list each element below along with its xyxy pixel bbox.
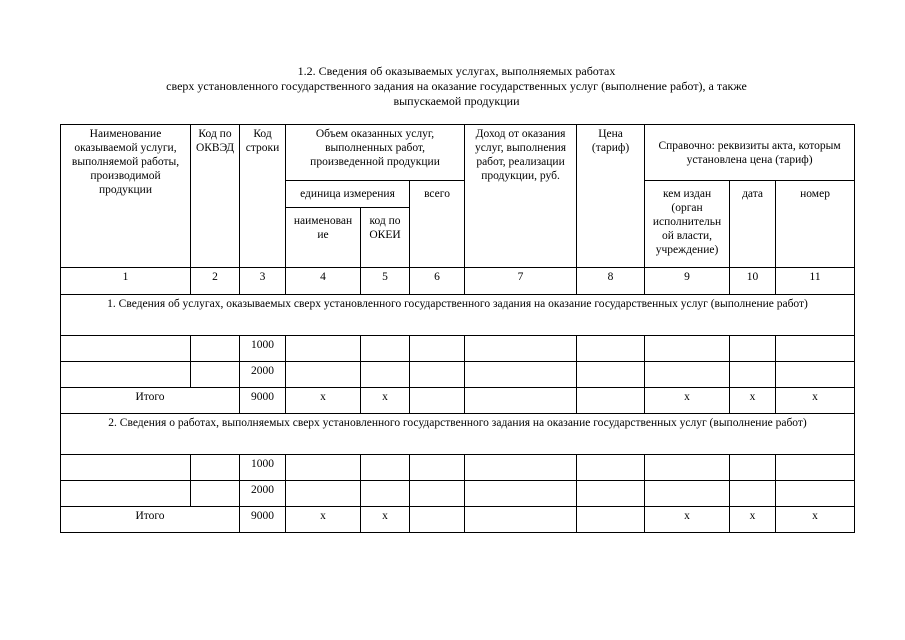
header-number: номер (776, 181, 855, 268)
cell-row-code: 1000 (240, 455, 286, 481)
title-line-1: 1.2. Сведения об оказываемых услугах, выполняемых работах (297, 64, 616, 78)
cell-income[interactable] (465, 455, 577, 481)
col-number: 5 (361, 268, 410, 295)
cell-x-mark: х (645, 388, 730, 414)
cell-total[interactable] (410, 455, 465, 481)
cell-date[interactable] (730, 336, 776, 362)
cell-price[interactable] (577, 507, 645, 533)
cell-x-mark: х (730, 388, 776, 414)
header-row-code: Код строки (240, 125, 286, 268)
cell-number[interactable] (776, 336, 855, 362)
cell-date[interactable] (730, 362, 776, 388)
section-2-title: 2. Сведения о работах, выполняемых сверх установленного государственного задания на оказание государственных услуг (выполнение работ) (61, 414, 855, 455)
cell-name[interactable] (61, 336, 191, 362)
header-row-1 (61, 125, 855, 181)
cell-unit-name[interactable] (286, 336, 361, 362)
cell-x-mark: х (361, 388, 410, 414)
cell-income[interactable] (465, 362, 577, 388)
cell-row-code: 2000 (240, 481, 286, 507)
cell-issued-by[interactable] (645, 362, 730, 388)
cell-okved[interactable] (191, 362, 240, 388)
cell-number[interactable] (776, 455, 855, 481)
table-row (61, 336, 855, 362)
cell-price[interactable] (577, 388, 645, 414)
cell-row-code: 9000 (240, 507, 286, 533)
cell-x-mark: х (286, 388, 361, 414)
cell-x-mark: х (776, 388, 855, 414)
col-number: 4 (286, 268, 361, 295)
cell-unit-name[interactable] (286, 481, 361, 507)
cell-x-mark: х (730, 507, 776, 533)
cell-unit-code[interactable] (361, 336, 410, 362)
cell-total[interactable] (410, 388, 465, 414)
header-unit-group: единица измерения (286, 181, 410, 208)
services-table (60, 124, 855, 533)
cell-price[interactable] (577, 362, 645, 388)
cell-unit-code[interactable] (361, 455, 410, 481)
col-number: 7 (465, 268, 577, 295)
section-1-title: 1. Сведения об услугах, оказываемых сверх установленного государственного задания на оказание государственных услуг (выполнение работ) (61, 295, 855, 336)
cell-date[interactable] (730, 481, 776, 507)
cell-income[interactable] (465, 507, 577, 533)
header-unit-name: наименован ие (286, 208, 361, 268)
cell-x-mark: х (286, 507, 361, 533)
header-income: Доход от оказания услуг, выполнения работ, реализации продукции, руб. (465, 125, 577, 268)
cell-okved[interactable] (191, 481, 240, 507)
cell-name[interactable] (61, 362, 191, 388)
section-2-header-row (61, 414, 855, 455)
total-label: Итого (61, 388, 240, 414)
cell-name[interactable] (61, 481, 191, 507)
cell-x-mark: х (361, 507, 410, 533)
cell-unit-code[interactable] (361, 481, 410, 507)
cell-x-mark: х (645, 507, 730, 533)
cell-unit-code[interactable] (361, 362, 410, 388)
col-number: 8 (577, 268, 645, 295)
cell-number[interactable] (776, 481, 855, 507)
cell-total[interactable] (410, 362, 465, 388)
header-name: Наименование оказываемой услуги, выполняемой работы, производимой продукции (61, 125, 191, 268)
cell-row-code: 2000 (240, 362, 286, 388)
cell-date[interactable] (730, 455, 776, 481)
cell-okved[interactable] (191, 336, 240, 362)
column-numbers-row (61, 268, 855, 295)
col-number: 11 (776, 268, 855, 295)
table-row (61, 481, 855, 507)
col-number: 2 (191, 268, 240, 295)
title-line-3: выпускаемой продукции (393, 94, 520, 108)
cell-unit-name[interactable] (286, 362, 361, 388)
header-date: дата (730, 181, 776, 268)
cell-number[interactable] (776, 362, 855, 388)
cell-name[interactable] (61, 455, 191, 481)
table-row (61, 362, 855, 388)
total-row (61, 507, 855, 533)
header-price: Цена (тариф) (577, 125, 645, 268)
header-okved: Код по ОКВЭД (191, 125, 240, 268)
cell-row-code: 9000 (240, 388, 286, 414)
total-label: Итого (61, 507, 240, 533)
cell-total[interactable] (410, 481, 465, 507)
header-reference-group: Справочно: реквизиты акта, которым установлена цена (тариф) (645, 125, 855, 181)
cell-total[interactable] (410, 336, 465, 362)
cell-price[interactable] (577, 455, 645, 481)
cell-price[interactable] (577, 336, 645, 362)
col-number: 1 (61, 268, 191, 295)
col-number: 9 (645, 268, 730, 295)
cell-total[interactable] (410, 507, 465, 533)
cell-price[interactable] (577, 481, 645, 507)
cell-row-code: 1000 (240, 336, 286, 362)
title-line-2: сверх установленного государственного задания на оказание государственных услуг (выполнение работ), а также (166, 79, 747, 93)
cell-income[interactable] (465, 336, 577, 362)
document-title (60, 64, 853, 109)
table-row (61, 455, 855, 481)
cell-issued-by[interactable] (645, 481, 730, 507)
header-volume-group: Объем оказанных услуг, выполненных работ, произведенной продукции (286, 125, 465, 181)
cell-unit-name[interactable] (286, 455, 361, 481)
total-row (61, 388, 855, 414)
col-number: 10 (730, 268, 776, 295)
header-unit-code: код по ОКЕИ (361, 208, 410, 268)
col-number: 3 (240, 268, 286, 295)
header-total: всего (410, 181, 465, 268)
col-number: 6 (410, 268, 465, 295)
section-1-header-row (61, 295, 855, 336)
cell-income[interactable] (465, 481, 577, 507)
cell-okved[interactable] (191, 455, 240, 481)
cell-income[interactable] (465, 388, 577, 414)
cell-x-mark: х (776, 507, 855, 533)
cell-issued-by[interactable] (645, 336, 730, 362)
header-issued-by: кем издан (орган исполнительн ой власти, учреждение) (645, 181, 730, 268)
cell-issued-by[interactable] (645, 455, 730, 481)
